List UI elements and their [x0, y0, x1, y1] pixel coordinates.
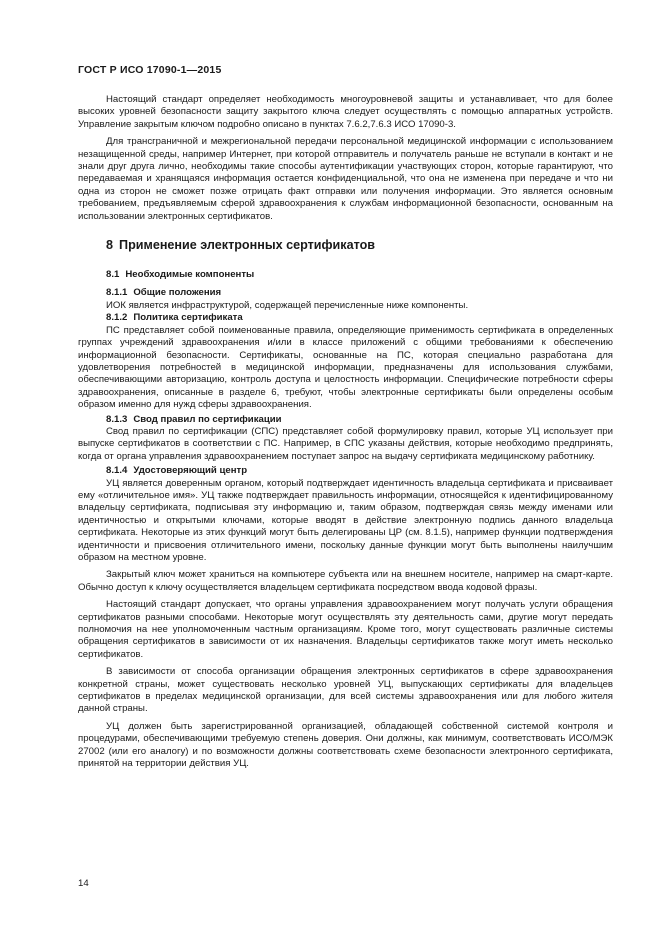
subsection-8-1-4-heading — [106, 465, 613, 477]
paragraph: В зависимости от способа организации обращения электронных сертификатов в сфере здравоохранения конкретной страны, может существовать несколько уровней УЦ, выпускающих сертификаты для владельцев сертификатов в пределах медицинской организации, для всей системы здравоохранения или для любого жителя данной страны. — [78, 666, 613, 715]
subsection-8-1-3-heading — [106, 414, 613, 426]
subsection-8-1-heading — [106, 269, 613, 281]
subsection-number: 8.1 — [106, 269, 120, 281]
paragraph: ПС представляет собой поименованные правила, определяющие применимость сертификата в определенных группах учреждений здравоохранения и/или в классе приложений с общими требованиями к обеспечению информационной безопасности. Сертификаты, основанные на ПС, которая специально разработана для удовлетворения потребностей в медицинской информации, предназначены для использования службами, обеспечивающими авторизацию, контроль доступа и целостность информации. Специфические потребности сферы здравоохранения, описанные в разделе 6, требуют, чтобы электронные сертификаты были определены особым образом именно для нужд сферы здравоохранения. — [78, 324, 613, 411]
paragraph: Настоящий стандарт допускает, что органы управления здравоохранением могут получать услуги обращения сертификатов разными способами. Некоторые могут осуществлять эту деятельность сами, другие могут передать полномочия на нее уполномоченным частным организациям. Кроме того, могут существовать различные системы обращения сертификатов в зависимости от их назначения. Владельцы сертификатов также могут иметь несколько сертификатов. — [78, 599, 613, 660]
subsection-number: 8.1.3 — [106, 413, 128, 425]
page-number: 14 — [78, 878, 89, 889]
paragraph: Закрытый ключ может храниться на компьютере субъекта или на внешнем носителе, например на смарт-карте. Обычно доступ к ключу осуществляется владельцем сертификата посредством ввода кодовой фразы. — [78, 569, 613, 593]
document-header: ГОСТ Р ИСО 17090-1—2015 — [78, 64, 222, 76]
document-body — [78, 94, 613, 771]
subsection-title: Политика сертификата — [133, 312, 243, 324]
paragraph: УЦ является доверенным органом, который подтверждает идентичность владельца сертификата и присваивает ему «отличительное имя». УЦ также подтверждает правильность информации, относящейся к идентифицированному владельцу сертификата, подписывая эту информацию и, таким образом, подтверждая связь между именами или идентичностью и открытыми ключами, которые вводят в действие электронную подпись данного владельца сертификата. Некоторые из этих функций могут быть делегированы ЦР (см. 8.1.5), например функции подтверждения идентичности и присвоения отличительного имени, поскольку данные функции могут быть выполнены наилучшим образом на местном уровне. — [78, 477, 613, 563]
section-title: Применение электронных сертификатов — [119, 238, 376, 253]
paragraph: Для трансграничной и межрегиональной передачи персональной медицинской информации с использованием незащищенной среды, например Интернет, при которой отправитель и получатель раньше не вступали в контакт и не знали друг друга лично, необходимы такие способы аутентификации участвующих сторон, которые гарантируют, что передаваемая и хранящаяся информация остается конфиденциальной, что она не изменена при передаче и что ни одна из сторон не сможет позже отрицать факт отправки или получения информации. Это является основным требованием, предъявляемым сферой здравоохранения к службам информационной безопасности, основанным на использовании электронных сертификатов. — [78, 136, 613, 222]
subsection-title: Общие положения — [133, 287, 222, 299]
paragraph: Настоящий стандарт определяет необходимость многоуровневой защиты и устанавливает, что для более высоких уровней безопасности защиту закрытого ключа следует осуществлять с помощью аппаратных устройств. Управление закрытым ключом подробно описано в пунктах 7.6.2,7.6.3 ИСО 17090-3. — [78, 94, 613, 130]
subsection-title: Необходимые компоненты — [125, 269, 255, 281]
subsection-number: 8.1.2 — [106, 312, 128, 324]
section-8-heading — [106, 237, 613, 253]
subsection-8-1-2-heading — [106, 312, 613, 324]
subsection-8-1-1-heading — [106, 287, 613, 299]
paragraph: УЦ должен быть зарегистрированной организацией, обладающей собственной системой контроля и процедурами, обеспечивающими требуемую степень доверия. Они должны, как минимум, соответствовать ИСО/МЭК 27002 (или его аналогу) и по возможности должны соответствовать схеме безопасности электронного сертификата, принятой на территории действия УЦ. — [78, 720, 613, 770]
paragraph: Свод правил по сертификации (СПС) представляет собой формулировку правил, которые УЦ использует при выпуске сертификатов в соответствии с ПС. Например, в СПС указаны действия, которые необходимо предпринять, когда от органа управления здравоохранением поступает запрос на выдачу сертификата медицинскому работнику. — [78, 425, 613, 462]
section-number: 8 — [106, 238, 114, 253]
subsection-title: Свод правил по сертификации — [133, 413, 282, 425]
paragraph: ИОК является инфраструктурой, содержащей перечисленные ниже компоненты. — [106, 299, 469, 311]
subsection-title: Удостоверяющий центр — [133, 465, 248, 477]
subsection-number: 8.1.1 — [106, 287, 128, 299]
subsection-number: 8.1.4 — [106, 465, 128, 477]
